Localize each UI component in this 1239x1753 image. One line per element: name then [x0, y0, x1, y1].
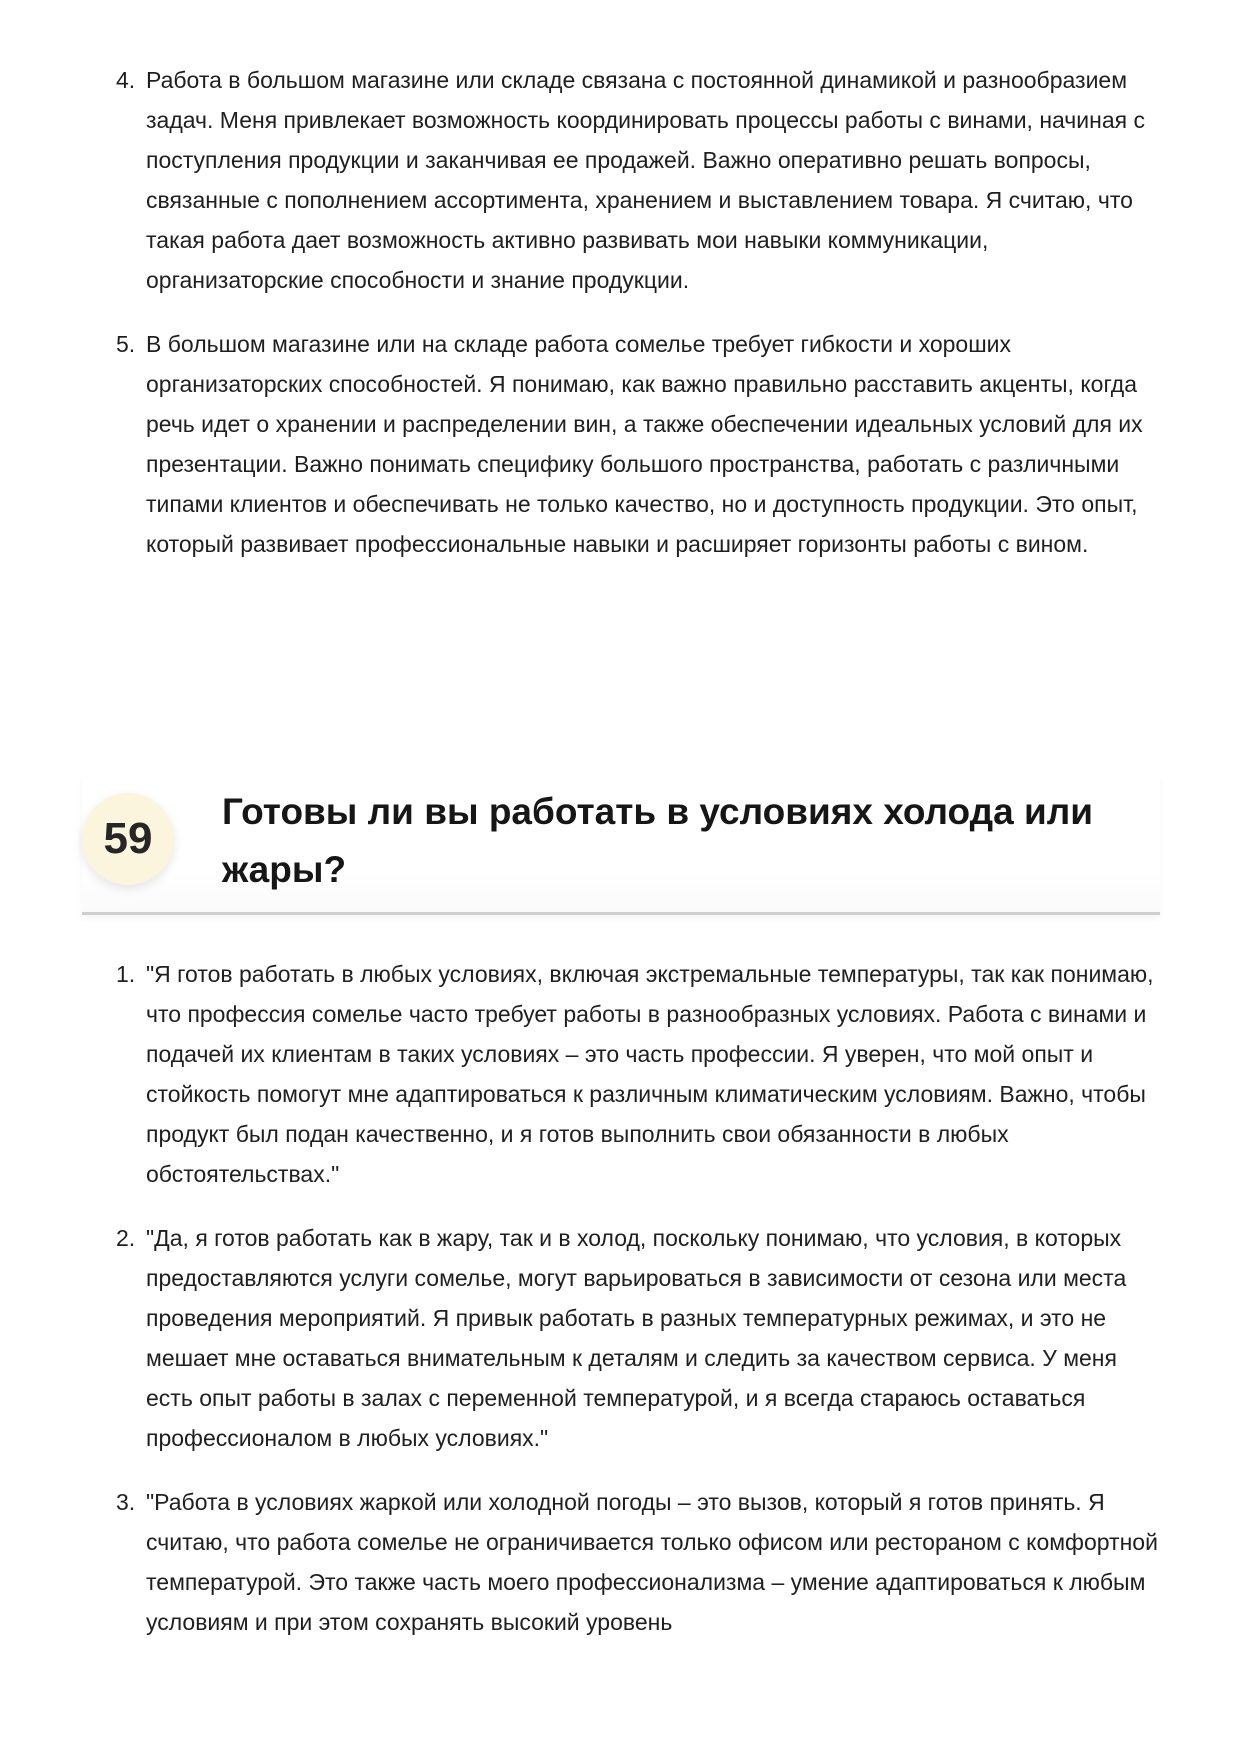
previous-answers-list	[0, 60, 1239, 588]
list-item	[0, 60, 1239, 300]
list-item	[0, 954, 1239, 1194]
item-text: "Работа в условиях жаркой или холодной погоды – это вызов, который я готов принять. Я считаю, что работа сомелье не ограничивается только офисом или рестораном с комфортной температурой. Это также часть моего профессионализма – умение адаптироваться к любым условиям и при этом сохранять высокий уровень	[146, 1489, 1158, 1635]
item-text: "Да, я готов работать как в жару, так и в холод, поскольку понимаю, что условия, в которых предоставляются услуги сомелье, могут варьироваться в зависимости от сезона или места проведения мероприятий. Я привык работать в разных температурных режимах, и это не мешает мне оставаться внимательным к деталям и следить за качеством сервиса. У меня есть опыт работы в залах с переменной температурой, и я всегда стараюсь оставаться профессионалом в любых условиях."	[146, 1225, 1127, 1451]
item-number: 4.	[116, 67, 136, 93]
item-text: Работа в большом магазине или складе связана с постоянной динамикой и разнообразием задач. Меня привлекает возможность координировать процессы работы с винами, начиная с поступления продукции и заканчивая ее продажей. Важно оперативно решать вопросы, связанные с пополнением ассортимента, хранением и выставлением товара. Я считаю, что такая работа дает возможность активно развивать мои навыки коммуникации, организаторские способности и знание продукции.	[146, 67, 1145, 293]
question-header	[82, 775, 1160, 915]
question-title: Готовы ли вы работать в условиях холода или жары?	[222, 791, 1093, 890]
list-item	[0, 324, 1239, 564]
list-item	[0, 1482, 1239, 1642]
item-text: "Я готов работать в любых условиях, включая экстремальные температуры, так как понимаю, что профессия сомелье часто требует работы в разнообразных условиях. Работа с винами и подачей их клиентам в таких условиях – это часть профессии. Я уверен, что мой опыт и стойкость помогут мне адаптироваться к различным климатическим условиям. Важно, чтобы продукт был подан качественно, и я готов выполнить свои обязанности в любых обстоятельствах."	[146, 961, 1154, 1187]
item-number: 1.	[116, 961, 136, 987]
answers-list	[0, 954, 1239, 1666]
item-number: 2.	[116, 1225, 136, 1251]
item-text: В большом магазине или на складе работа сомелье требует гибкости и хороших организаторских способностей. Я понимаю, как важно правильно расставить акценты, когда речь идет о хранении и распределении вин, а также обеспечении идеальных условий для их презентации. Важно понимать специфику большого пространства, работать с различными типами клиентов и обеспечивать не только качество, но и доступность продукции. Это опыт, который развивает профессиональные навыки и расширяет горизонты работы с вином.	[146, 331, 1143, 557]
question-number-badge: 59	[82, 793, 174, 885]
item-number: 5.	[116, 331, 136, 357]
list-item	[0, 1218, 1239, 1458]
item-number: 3.	[116, 1489, 136, 1515]
